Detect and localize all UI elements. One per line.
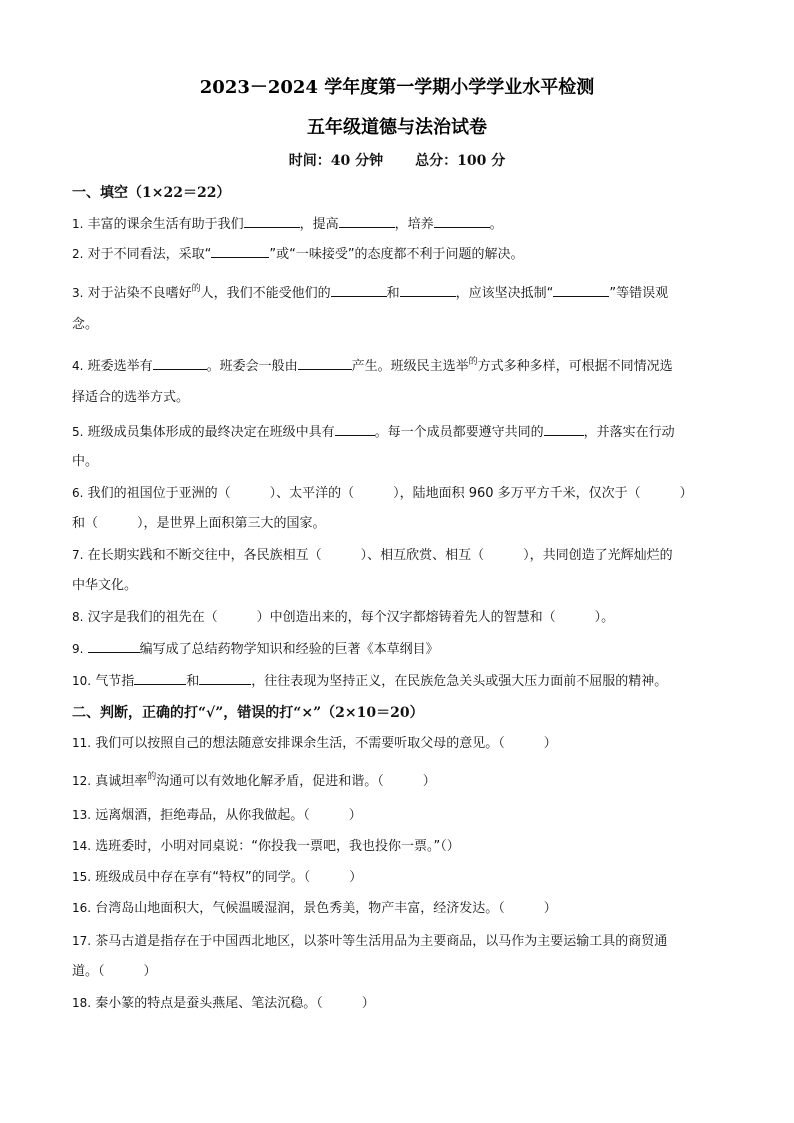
section-heading-true-false: 二、判断，正确的打“√”，错误的打“×”（2×10＝20） (72, 705, 424, 721)
blank[interactable] (298, 355, 352, 370)
question-8: 8. 汉字是我们的祖先在（ ）中创造出来的，每个汉字都熔铸着先人的智慧和（ ）。 (72, 610, 615, 625)
blank[interactable] (244, 213, 300, 228)
question-number: 18. (72, 996, 92, 1010)
blank[interactable] (434, 213, 490, 228)
question-15: 15. 班级成员中存在享有“特权”的同学。（ ） (72, 870, 363, 885)
question-number: 8. (72, 610, 84, 624)
question-number: 3. (72, 286, 84, 300)
question-number: 16. (72, 901, 92, 915)
question-5: 5. 班级成员集体形成的最终决定在班级中具有 。每一个成员都要遵守共同的 ，并落实在行动 (72, 421, 675, 443)
question-number: 1. (72, 217, 84, 231)
time-label: 时间：40 分钟 (288, 153, 384, 169)
blank[interactable] (331, 282, 387, 297)
section-heading-fill-blank: 一、填空（1×22＝22） (72, 185, 231, 201)
blank[interactable] (199, 670, 251, 685)
question-17: 17. 茶马古道是指存在于中国西北地区，以茶叶等生活用品为主要商品，以马作为主要运输工具的商贸通 (72, 934, 668, 949)
question-6: 6. 我们的祖国位于亚洲的（ ）、太平洋的（ ），陆地面积 960 多万平方千米，仅次于（ ） (72, 486, 693, 501)
blank[interactable] (553, 282, 609, 297)
blank[interactable] (153, 355, 207, 370)
question-number: 17. (72, 934, 92, 948)
question-3-continuation: 念。 (72, 317, 99, 332)
question-number: 4. (72, 359, 84, 373)
exam-subtitle: 五年级道德与法治试卷 (307, 117, 487, 138)
question-number: 12. (72, 774, 92, 788)
question-4-continuation: 择适合的选举方式。 (72, 390, 190, 405)
exam-meta (0, 150, 794, 170)
blank[interactable] (400, 282, 456, 297)
question-17-continuation: 道。（ ） (72, 964, 157, 979)
question-11: 11. 我们可以按照自己的想法随意安排课余生活，不需要听取父母的意见。（ ） (72, 736, 557, 751)
blank[interactable] (134, 670, 186, 685)
blank[interactable] (335, 421, 375, 436)
question-1: 1. 丰富的课余生活有助于我们 ，提高 ，培养 。 (72, 213, 503, 235)
exam-title: 2023－2024 学年度第一学期小学学业水平检测 (199, 77, 595, 98)
question-7-continuation: 中华文化。 (72, 578, 138, 593)
question-9: 9. 编写成了总结药物学知识和经验的巨著《本草纲目》 (72, 638, 439, 660)
question-4: 4. 班委选举有 。班委会一般由 产生。班级民主选举$^的$方式多种多样，可根据不同情况选 (72, 357, 673, 374)
blank[interactable] (339, 213, 395, 228)
question-7: 7. 在长期实践和不断交往中，各民族相互（ ）、相互欣赏、相互（ ），共同创造了光辉灿烂的 (72, 548, 673, 563)
question-2: 2. 对于不同看法，采取“ ”或“一味接受”的态度都不利于问题的解决。 (72, 243, 524, 265)
question-12: 12. 真诚坦率$^的$沟通可以有效地化解矛盾，促进和谐。（ ） (72, 772, 436, 789)
question-number: 14. (72, 839, 92, 853)
question-number: 9. (72, 642, 84, 656)
question-number: 15. (72, 870, 92, 884)
question-number: 6. (72, 486, 84, 500)
question-16: 16. 台湾岛山地面积大，气候温暖湿润，景色秀美，物产丰富，经济发达。（ ） (72, 901, 557, 916)
question-number: 5. (72, 425, 84, 439)
question-18: 18. 秦小篆的特点是蚕头燕尾、笔法沉稳。（ ） (72, 996, 375, 1011)
question-3: 3. 对于沾染不良嗜好$^的$人，我们不能受他们的 和 ，应该坚决抵制“ ”等错误观 (72, 284, 669, 301)
question-13: 13. 远离烟酒，拒绝毒品，从你我做起。（ ） (72, 808, 362, 823)
question-14: 14. 选班委时，小明对同桌说：“你投我一票吧，我也投你一票。”（） (72, 839, 460, 854)
question-number: 10. (72, 674, 92, 688)
question-6-continuation: 和（ ），是世界上面积第三大的国家。 (72, 516, 326, 531)
blank[interactable] (211, 243, 269, 258)
score-label: 总分：100 分 (415, 153, 506, 169)
question-5-continuation: 中。 (72, 454, 99, 469)
question-number: 13. (72, 808, 92, 822)
question-10: 10. 气节指 和 ，往往表现为坚持正义，在民族危急关头或强大压力面前不屈服的精神。 (72, 670, 667, 692)
blank[interactable] (544, 421, 584, 436)
question-number: 7. (72, 548, 84, 562)
question-number: 11. (72, 736, 92, 750)
blank[interactable] (88, 638, 140, 653)
question-number: 2. (72, 247, 84, 261)
